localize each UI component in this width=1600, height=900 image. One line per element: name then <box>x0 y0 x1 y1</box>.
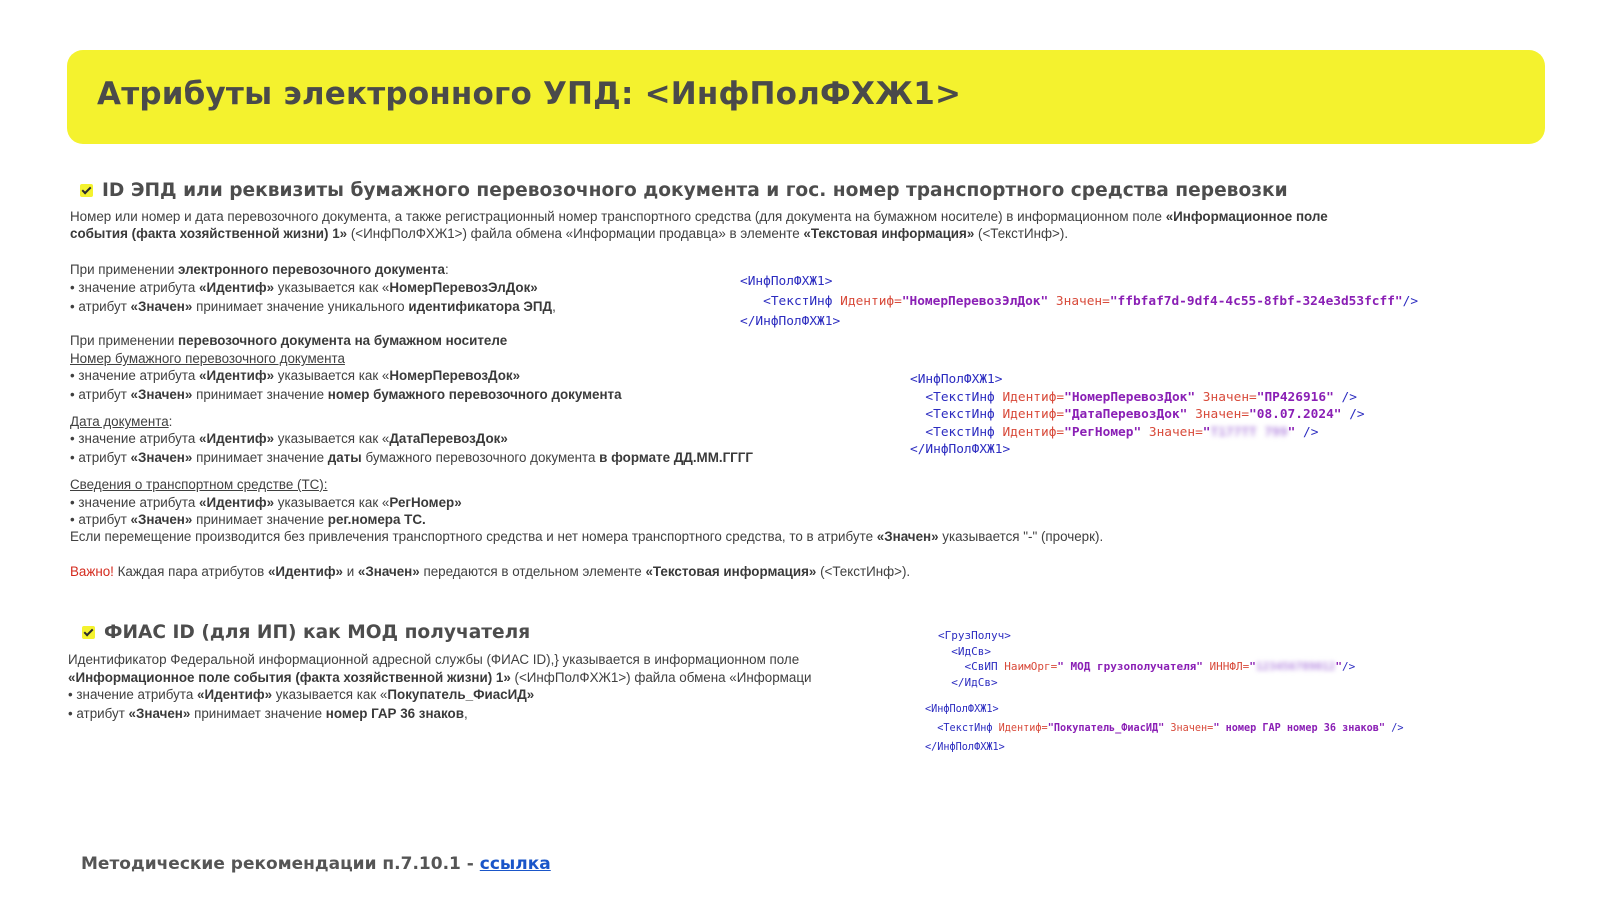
bold-span: номер ГАР 36 знаков <box>325 706 464 721</box>
section1-intro-line1 <box>70 208 1328 226</box>
bold-span: «Значен» <box>130 512 193 527</box>
text-span: • атрибут <box>70 450 131 465</box>
text-span: указывается как « <box>272 687 388 702</box>
text-span: указывается "-" (прочерк). <box>938 529 1104 544</box>
text-span: : <box>444 262 449 277</box>
bold-span: «Значен» <box>876 529 939 544</box>
text-span: • атрибут <box>70 387 131 402</box>
text-span: • атрибут <box>70 299 131 314</box>
text-span: принимает значение <box>192 450 328 465</box>
checkmark-icon <box>82 626 95 639</box>
bold-span: «Идентиф» <box>199 495 275 510</box>
paper-date-heading <box>70 413 172 431</box>
bold-span: электронного перевозочного документа <box>178 262 445 277</box>
page-title: Атрибуты электронного УПД: <ИнфПолФХЖ1> <box>97 76 962 112</box>
text-span: указывается как « <box>274 368 390 383</box>
text-span: • значение атрибута <box>70 368 199 383</box>
code-value: "НомерПеревозДок" <box>1064 389 1196 405</box>
bold-span: номер бумажного перевозочного документа <box>327 387 622 402</box>
code-attr: Значен= <box>1164 723 1214 734</box>
code-value: "ДатаПеревозДок" <box>1064 407 1188 423</box>
text-span: принимает значение <box>192 387 328 402</box>
text-span: • атрибут <box>68 706 129 721</box>
bold-span: идентификатора ЭПД <box>408 299 553 314</box>
text-span: Если перемещение производится без привлечения транспортного средства и нет номера транспортного средства, то в атрибуте <box>70 529 877 544</box>
bold-span: «Идентиф» <box>267 564 343 579</box>
bold-span: «Идентиф» <box>197 687 273 702</box>
code-attr: НаимОрг= <box>997 660 1058 673</box>
code-attr: Значен= <box>1141 424 1203 440</box>
code-line: <ИнфПолФХЖ1> <box>910 372 1003 387</box>
bold-span: НомерПеревозДок» <box>389 368 521 383</box>
code-line: <ГрузПолуч> <box>938 629 1011 642</box>
code-value: "Покупатель_ФиасИД" <box>1047 723 1165 734</box>
code-attr: ИННФЛ= <box>1202 660 1250 673</box>
electronic-bullet-2 <box>70 298 556 316</box>
code-value: " <box>1202 424 1211 440</box>
bold-span: «Значен» <box>130 387 193 402</box>
section2-heading-text: ФИАС ID (для ИП) как МОД получателя <box>104 622 531 643</box>
code-line <box>910 389 1365 407</box>
section2-bullet-2 <box>68 705 468 723</box>
bold-span: «Значен» <box>130 450 193 465</box>
paper-date-bullet-2 <box>70 449 753 467</box>
text-span: передаются в отдельном элементе <box>419 564 646 579</box>
section1-heading <box>80 180 1288 201</box>
paper-number-heading: Номер бумажного перевозочного документа <box>70 351 345 366</box>
code-tag: /> <box>1385 723 1404 734</box>
bold-span: НомерПеревозЭлДок» <box>389 280 538 295</box>
code-line: <ИнфПолФХЖ1> <box>925 704 999 715</box>
code-line <box>938 675 1355 691</box>
section1-heading-text: ID ЭПД или реквизиты бумажного перевозочного документа и гос. номер транспортного средства перевозки <box>102 180 1288 201</box>
bold-span: даты <box>327 450 362 465</box>
code-line: </ИнфПолФХЖ1> <box>740 314 841 329</box>
text-span: (<ТекстИнф>). <box>974 226 1069 241</box>
footer-reference <box>81 854 551 874</box>
bold-span: Покупатель_ФиасИД» <box>387 687 535 702</box>
code-value: "08.07.2024" <box>1249 407 1342 423</box>
text-span: Номер или номер и дата перевозочного документа, а также регистрационный номер транспортного средства (для документа на бумажном носителе) в информационном поле <box>70 209 1166 224</box>
bold-span: РегНомер» <box>389 495 462 510</box>
code-tag: <ТекстИнф <box>763 294 833 309</box>
bold-span: перевозочного документа на бумажном носителе <box>178 333 508 348</box>
code-line: <ИнфПолФХЖ1> <box>740 274 833 289</box>
bold-span: «Значен» <box>128 706 191 721</box>
electronic-bullet-1 <box>70 279 538 297</box>
text-span: (<ТекстИнф>). <box>816 564 911 579</box>
code-tag: <ТекстИнф <box>925 407 995 423</box>
code-attr: Значен= <box>1187 407 1250 423</box>
section2-line2 <box>68 669 811 687</box>
footer-text: Методические рекомендации п.7.10.1 - <box>81 854 480 874</box>
code-value: "РегНомер" <box>1064 424 1142 440</box>
vehicle-heading: Сведения о транспортном средстве (ТС): <box>70 477 328 492</box>
code-value: " <box>1335 660 1343 673</box>
text-span: (<ИнфПолФХЖ1>) файла обмена «Информаци <box>510 670 812 685</box>
bold-span: «Значен» <box>357 564 420 579</box>
code-line <box>910 424 1365 442</box>
vehicle-note <box>70 528 1103 546</box>
text-span: указывается как « <box>274 431 390 446</box>
text-span: • значение атрибута <box>70 495 199 510</box>
text-span: • значение атрибута <box>68 687 197 702</box>
code-value: " номер ГАР номер 36 знаков" <box>1213 723 1386 734</box>
code-attr: Идентиф= <box>994 424 1065 440</box>
bold-span: ДатаПеревозДок» <box>389 431 508 446</box>
blurred-value: Т177ТТ 799 <box>1210 424 1288 440</box>
code-line <box>938 659 1355 675</box>
code-tag: <ТекстИнф <box>937 723 993 734</box>
code-value: " <box>1287 424 1296 440</box>
bold-span: в формате ДД.ММ.ГГГГ <box>599 450 753 465</box>
code-tag: /> <box>1295 424 1319 440</box>
text-span: , <box>552 299 556 314</box>
electronic-lead <box>70 261 449 279</box>
code-line <box>740 292 1418 312</box>
code-line: </ИнфПолФХЖ1> <box>910 442 1011 458</box>
vehicle-bullet-1 <box>70 494 462 512</box>
text-span: Каждая пара атрибутов <box>113 564 268 579</box>
text-span: и <box>343 564 358 579</box>
vehicle-bullet-2 <box>70 511 426 529</box>
code-tag: <ТекстИнф <box>925 424 995 440</box>
text-span: : <box>168 414 173 429</box>
text-span: принимает значение <box>190 706 326 721</box>
code-attr: Идентиф= <box>992 723 1048 734</box>
code-line <box>910 406 1365 424</box>
reference-link[interactable]: ссылка <box>479 854 551 874</box>
text-span: При применении <box>70 262 179 277</box>
bold-span: рег.номера ТС. <box>327 512 426 527</box>
code-tag: /> <box>1341 407 1365 423</box>
bold-span: «Идентиф» <box>199 280 275 295</box>
code-tag: </ИдСв> <box>951 675 998 689</box>
code-attr: Идентиф= <box>832 294 902 309</box>
code-sample-electronic <box>740 272 1418 332</box>
code-tag: <ТекстИнф <box>925 389 995 405</box>
bold-span: «Текстовая информация» <box>645 564 817 579</box>
code-attr: Идентиф= <box>994 389 1065 405</box>
section2-heading <box>82 622 530 643</box>
code-value: "ПР426916" <box>1256 389 1334 405</box>
text-span: , <box>463 706 468 721</box>
section2-line1: Идентификатор Федеральной информационной адресной службы (ФИАС ID),} указывается в информационном поле <box>68 652 800 667</box>
code-line <box>938 644 1355 660</box>
paper-number-bullet-1 <box>70 367 520 385</box>
text-span: • значение атрибута <box>70 431 199 446</box>
bold-span: «Информационное поле <box>1165 209 1328 224</box>
blurred-value: 123456789012 <box>1255 660 1336 673</box>
text-span: указывается как « <box>274 280 390 295</box>
section2-bullet-1 <box>68 686 534 704</box>
code-tag: <ИдСв> <box>951 644 991 658</box>
code-attr: Значен= <box>1195 389 1257 405</box>
bold-span: «Идентиф» <box>199 368 275 383</box>
code-line: </ИнфПолФХЖ1> <box>925 742 1005 753</box>
code-tag: /> <box>1402 294 1419 309</box>
code-value: " МОД грузополучателя" <box>1057 660 1203 673</box>
bold-span: «Значен» <box>130 299 193 314</box>
important-note <box>70 563 910 581</box>
text-span: принимает значение <box>192 512 328 527</box>
underlined-span: Дата документа <box>70 414 169 429</box>
code-value: " <box>1249 660 1256 673</box>
code-tag: <СвИП <box>964 660 998 673</box>
text-span: (<ИнфПолФХЖ1>) файла обмена «Информации продавца» в элементе <box>347 226 804 241</box>
code-attr: Значен= <box>1048 294 1110 309</box>
bold-span: события (факта хозяйственной жизни) 1» <box>70 226 348 241</box>
text-span: бумажного перевозочного документа <box>361 450 600 465</box>
title-banner <box>67 50 1545 144</box>
code-tag: /> <box>1342 660 1356 673</box>
bold-span: «Идентиф» <box>199 431 275 446</box>
paper-date-bullet-1 <box>70 430 508 448</box>
text-span: • атрибут <box>70 512 131 527</box>
code-attr: Идентиф= <box>994 407 1065 423</box>
paper-lead <box>70 332 507 350</box>
paper-number-bullet-2 <box>70 386 622 404</box>
bold-span: «Информационное поле события (факта хозяйственной жизни) 1» <box>68 670 511 685</box>
code-sample-paper <box>910 371 1365 459</box>
bold-span: «Текстовая информация» <box>803 226 975 241</box>
code-value: "НомерПеревозЭлДок" <box>901 294 1049 309</box>
text-span: принимает значение уникального <box>192 299 409 314</box>
code-tag: /> <box>1333 389 1357 405</box>
code-line <box>925 719 1403 738</box>
code-sample-fias <box>925 700 1403 757</box>
code-sample-consignee <box>938 628 1355 690</box>
text-span: При применении <box>70 333 179 348</box>
checkmark-icon <box>80 184 93 197</box>
section1-intro-line2 <box>70 225 1068 243</box>
text-span: • значение атрибута <box>70 280 199 295</box>
text-span: указывается как « <box>274 495 390 510</box>
important-label: Важно! <box>70 564 114 579</box>
code-value: "ffbfaf7d-9df4-4c55-8fbf-324e3d53fcff" <box>1109 294 1403 309</box>
